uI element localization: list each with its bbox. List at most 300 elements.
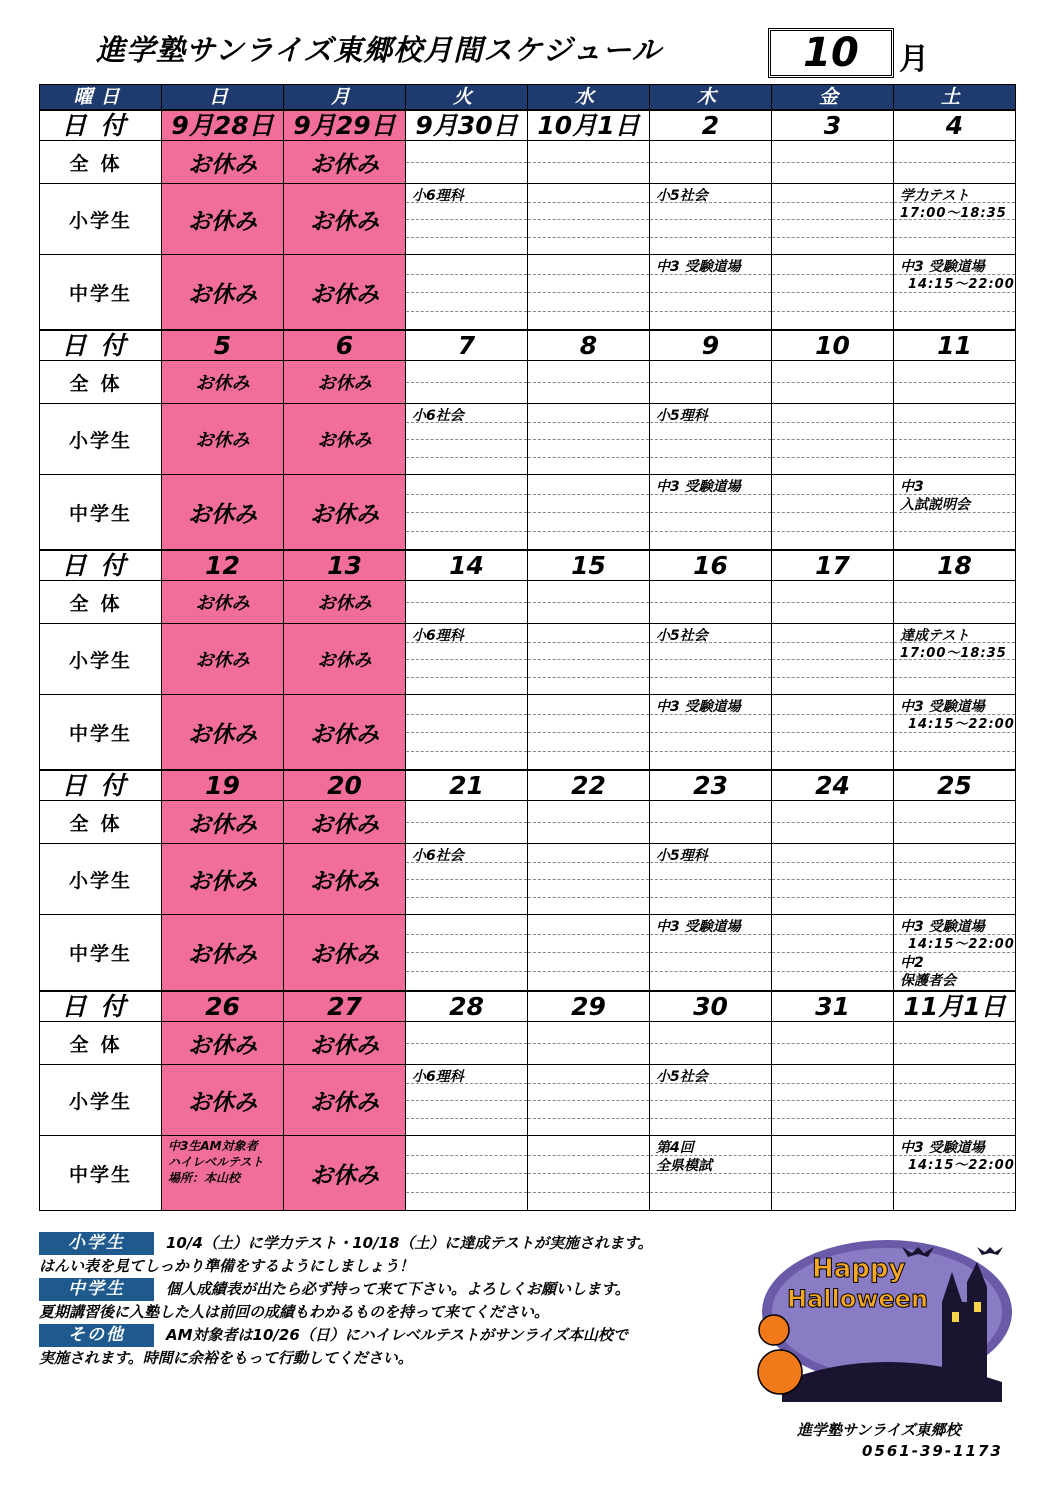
date-row [40,330,1016,361]
cell-all-sat [894,361,1016,404]
guide-line [650,897,771,898]
guide-line [894,602,1015,603]
row-label-chu: 中学生 [40,1136,162,1211]
cell-sho-wed [528,184,650,255]
guide-line [528,897,649,898]
guide-line [894,1083,1015,1084]
guide-line [772,1192,893,1193]
guide-line [772,1155,893,1156]
cell-chu-fri [772,1136,894,1211]
cell-sho-tue [406,404,528,475]
cell-sho-thu [650,404,772,475]
date-row [40,550,1016,581]
weekday-sun: 日 [162,85,284,111]
guide-line [406,512,527,513]
cell-chu-sun: お休み [162,475,284,551]
guide-line [772,732,893,733]
cell-all-wed [528,1022,650,1065]
cell-sho-wed [528,624,650,695]
event-title: 中3 受験道場 [900,259,985,275]
bat-icon [977,1247,1003,1255]
note-chu [39,1278,739,1301]
cell-chu-tue [406,1136,528,1211]
guide-line [528,311,649,312]
guide-line [894,677,1015,678]
cell-all-mon: お休み [284,801,406,844]
event-entry [650,695,771,716]
date-cell-wed: 29 [528,991,650,1022]
event-title: 小5理科 [656,408,708,424]
cell-chu-sat [894,475,1016,551]
illustration-text-halloween: Halloween [787,1285,929,1313]
cell-chu-tue [406,915,528,992]
cell-sho-fri [772,1065,894,1136]
cell-chu-sat [894,915,1016,992]
cell-all-tue [406,141,528,184]
guide-line [772,422,893,423]
event-title: 小5理科 [656,848,708,864]
cell-all-wed [528,801,650,844]
date-cell-sun: 26 [162,991,284,1022]
guide-line [772,382,893,383]
cell-chu-thu [650,475,772,551]
guide-line [772,714,893,715]
cell-sho-fri [772,404,894,475]
guide-line [528,732,649,733]
event-detail: 17:00～18:35 [900,206,1007,221]
date-cell-tue: 14 [406,550,528,581]
guide-line [528,494,649,495]
event-entry [406,404,527,425]
guide-line [650,457,771,458]
event-entry [650,624,771,645]
guide-line [772,292,893,293]
guide-line [772,677,893,678]
event-detail: 17:00～18:35 [900,646,1007,661]
guide-line [894,422,1015,423]
guide-line [894,822,1015,823]
row-label-sho: 小学生 [40,404,162,475]
guide-line [772,219,893,220]
page-title: 進学塾サンライズ東郷校月間スケジュール [96,33,662,67]
guide-line [772,952,893,953]
row-label-all: 全体 [40,581,162,624]
event-title: 小6社会 [412,848,464,864]
cell-sho-thu [650,624,772,695]
guide-line [894,879,1015,880]
event-entry [650,1136,771,1175]
event-title: 小6理科 [412,1069,464,1085]
event-title: 中3 受験道場 [656,479,741,495]
cell-all-sat [894,801,1016,844]
guide-line [650,512,771,513]
guide-line [528,457,649,458]
guide-line [650,879,771,880]
guide-line [772,1100,893,1101]
date-cell-sun: 19 [162,770,284,801]
guide-line [650,971,771,972]
cell-all-wed [528,141,650,184]
date-cell-mon: 6 [284,330,406,361]
date-cell-tue: 7 [406,330,528,361]
guide-line [772,162,893,163]
guide-line [406,274,527,275]
row-sho [40,844,1016,915]
weekday-tue: 火 [406,85,528,111]
window-icon [952,1312,959,1322]
cell-chu-mon: お休み [284,915,406,992]
event-title: 中3 受験道場 [900,1140,985,1156]
cell-all-thu [650,361,772,404]
guide-line [772,897,893,898]
event-detail: 14:15～22:00 [908,937,1015,952]
guide-line [528,382,649,383]
date-cell-wed: 22 [528,770,650,801]
event-title: 中3 受験道場 [656,699,741,715]
guide-line [406,1100,527,1101]
row-label-chu: 中学生 [40,695,162,771]
cell-sho-wed [528,404,650,475]
guide-line [528,422,649,423]
guide-line [894,237,1015,238]
guide-line [528,1173,649,1174]
note-sho-line2: はんい表を見てしっかり準備をするようにしましょう！ [39,1257,415,1275]
row-sho [40,1065,1016,1136]
guide-line [406,311,527,312]
event-entry [894,255,1015,294]
cell-sho-wed [528,1065,650,1136]
row-all [40,361,1016,404]
guide-line [528,1118,649,1119]
cell-all-wed [528,581,650,624]
guide-line [772,862,893,863]
cell-sho-tue [406,1065,528,1136]
guide-line [650,602,771,603]
guide-line [406,714,527,715]
date-cell-thu: 23 [650,770,772,801]
cell-chu-thu [650,255,772,331]
guide-line [406,879,527,880]
event-entry [894,915,1015,990]
row-chu [40,1136,1016,1211]
guide-line [650,311,771,312]
cell-all-sun: お休み [162,801,284,844]
guide-line [406,971,527,972]
guide-line [528,1192,649,1193]
date-cell-mon: 9月29日 [284,110,406,141]
date-row [40,770,1016,801]
cell-chu-fri [772,255,894,331]
cell-all-thu [650,581,772,624]
event-extra: 中2 [900,955,924,971]
guide-line [406,897,527,898]
event-entry [406,624,527,645]
cell-sho-sat [894,624,1016,695]
cell-all-tue [406,581,528,624]
cell-chu-thu [650,695,772,771]
row-all [40,1022,1016,1065]
guide-line [772,1083,893,1084]
date-cell-fri: 3 [772,110,894,141]
guide-line [772,822,893,823]
event-entry [894,184,1015,223]
guide-line [406,1192,527,1193]
row-sho [40,184,1016,255]
date-row-label: 日付 [40,991,162,1022]
cell-all-sat [894,141,1016,184]
guide-line [528,1083,649,1084]
guide-line [528,162,649,163]
guide-line [894,162,1015,163]
guide-line [406,677,527,678]
schedule-table [39,84,1016,1211]
guide-line [528,822,649,823]
window-icon [974,1302,981,1312]
cell-sho-fri [772,624,894,695]
guide-line [406,382,527,383]
guide-line [772,1173,893,1174]
cell-chu-mon: お休み [284,255,406,331]
guide-line [772,494,893,495]
cell-chu-sun: お休み [162,695,284,771]
cell-chu-sat [894,255,1016,331]
note-tag-sho: 小学生 [39,1232,154,1255]
guide-line [528,677,649,678]
guide-line [650,1118,771,1119]
row-sho [40,624,1016,695]
guide-line [528,714,649,715]
event-entry [650,184,771,205]
note-tag-chu: 中学生 [39,1278,154,1301]
weekday-header [40,85,1016,111]
cell-all-sun: お休み [162,581,284,624]
cell-all-mon: お休み [284,361,406,404]
guide-line [406,237,527,238]
guide-line [650,659,771,660]
guide-line [528,1100,649,1101]
note-chu-line1: 個人成績表が出たら必ず持って来て下さい。よろしくお願いします。 [166,1280,630,1298]
event-entry [406,1065,527,1086]
cell-all-sat [894,1022,1016,1065]
guide-line [650,952,771,953]
date-cell-sat: 18 [894,550,1016,581]
guide-line [650,439,771,440]
guide-line [772,439,893,440]
guide-line [528,952,649,953]
cell-sho-tue [406,184,528,255]
event-detail: 14:15～22:00 [908,1158,1015,1173]
guide-line [406,952,527,953]
cell-sho-tue [406,624,528,695]
date-cell-thu: 16 [650,550,772,581]
event-entry [650,844,771,865]
guide-line [772,311,893,312]
date-cell-sat: 11月1日 [894,991,1016,1022]
guide-line [528,202,649,203]
cell-sho-sun: お休み [162,1065,284,1136]
note-tag-other: その他 [39,1324,154,1347]
date-row [40,110,1016,141]
guide-line [894,457,1015,458]
cell-sho-sun: お休み [162,844,284,915]
guide-line [894,1100,1015,1101]
guide-line [894,382,1015,383]
row-label-sho: 小学生 [40,844,162,915]
cell-all-tue [406,361,528,404]
guide-line [772,457,893,458]
guide-line [650,531,771,532]
cell-sho-sat [894,404,1016,475]
cell-all-fri [772,581,894,624]
cell-chu-sat [894,695,1016,771]
guide-line [772,1043,893,1044]
guide-line [528,751,649,752]
guide-line [894,751,1015,752]
row-label-sho: 小学生 [40,184,162,255]
cell-chu-wed [528,475,650,551]
row-all [40,141,1016,184]
guide-line [528,862,649,863]
date-cell-mon: 13 [284,550,406,581]
cell-all-fri [772,141,894,184]
cell-all-thu [650,801,772,844]
guide-line [528,512,649,513]
guide-line [528,879,649,880]
guide-line [650,732,771,733]
cell-all-mon: お休み [284,581,406,624]
guide-line [650,1043,771,1044]
date-cell-wed: 10月1日 [528,110,650,141]
event-entry [650,915,771,936]
date-row [40,991,1016,1022]
event-detail: 全県模試 [656,1158,712,1174]
event-entry [650,475,771,496]
cell-chu-tue [406,695,528,771]
row-label-all: 全体 [40,361,162,404]
cell-sho-sun: お休み [162,184,284,255]
row-label-sho: 小学生 [40,624,162,695]
guide-line [406,822,527,823]
guide-line [772,512,893,513]
pumpkin-icon [758,1350,802,1394]
weekday-mon: 月 [284,85,406,111]
cell-sho-sun: お休み [162,624,284,695]
cell-sho-fri [772,844,894,915]
date-cell-fri: 17 [772,550,894,581]
row-label-chu: 中学生 [40,475,162,551]
guide-line [650,751,771,752]
event-title: 中3 受験道場 [900,699,985,715]
event-entry [162,1136,283,1186]
weekday-thu: 木 [650,85,772,111]
month-box: 10 [768,28,894,78]
guide-line [406,219,527,220]
guide-line [528,292,649,293]
guide-line [528,1043,649,1044]
cell-chu-fri [772,475,894,551]
note-other [39,1324,739,1347]
guide-line [406,1118,527,1119]
event-detail: 14:15～22:00 [908,277,1015,292]
event-title: 学力テスト [900,188,970,204]
guide-line [650,1100,771,1101]
cell-chu-sun [162,1136,284,1211]
guide-line [894,862,1015,863]
cell-all-sat [894,581,1016,624]
weekday-wed: 水 [528,85,650,111]
date-cell-sun: 12 [162,550,284,581]
guide-line [406,732,527,733]
event-line: ハイレベルテスト [168,1155,264,1169]
guide-line [772,237,893,238]
row-chu [40,255,1016,331]
event-title: 中3 受験道場 [900,919,985,935]
cell-all-thu [650,141,772,184]
guide-line [406,1155,527,1156]
guide-line [894,531,1015,532]
guide-line [528,642,649,643]
row-label-all: 全体 [40,801,162,844]
weekday-fri: 金 [772,85,894,111]
guide-line [528,237,649,238]
guide-line [894,897,1015,898]
guide-line [894,311,1015,312]
event-detail: 14:15～22:00 [908,717,1015,732]
guide-line [772,602,893,603]
cell-sho-thu [650,844,772,915]
date-cell-tue: 28 [406,991,528,1022]
row-label-chu: 中学生 [40,255,162,331]
guide-line [406,162,527,163]
guide-line [772,202,893,203]
guide-line [528,934,649,935]
guide-line [772,934,893,935]
cell-sho-mon: お休み [284,404,406,475]
guide-line [406,531,527,532]
date-cell-wed: 8 [528,330,650,361]
cell-all-sun: お休み [162,141,284,184]
cell-sho-tue [406,844,528,915]
cell-chu-wed [528,695,650,771]
date-cell-fri: 10 [772,330,894,361]
cell-sho-sat [894,844,1016,915]
event-line: 場所：本山校 [168,1171,241,1185]
event-title: 中3 受験道場 [656,259,741,275]
footer-phone: 0561-39-1173 [862,1442,1003,1460]
halloween-illustration [752,1232,1012,1402]
event-title: 小5社会 [656,1069,708,1085]
cell-sho-mon: お休み [284,624,406,695]
guide-line [406,934,527,935]
cell-all-sun: お休み [162,361,284,404]
cell-chu-mon: お休み [284,695,406,771]
date-cell-fri: 31 [772,991,894,1022]
date-cell-sun: 9月28日 [162,110,284,141]
guide-line [772,879,893,880]
event-line: 中3生AM対象者 [168,1139,258,1153]
date-row-label: 日付 [40,330,162,361]
event-title: 小5社会 [656,628,708,644]
event-title: 中3 [900,479,924,495]
cell-sho-mon: お休み [284,184,406,255]
guide-line [528,531,649,532]
row-chu [40,475,1016,551]
cell-all-tue [406,1022,528,1065]
guide-line [650,822,771,823]
event-title: 小6社会 [412,408,464,424]
cell-chu-sun: お休み [162,915,284,992]
event-entry [406,844,527,865]
